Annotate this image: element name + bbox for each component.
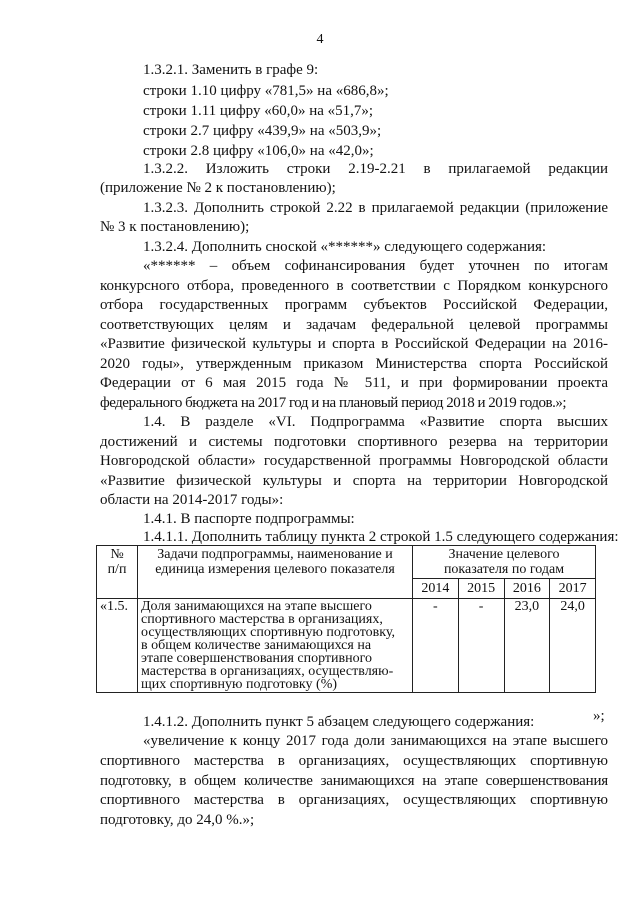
text-line: 1.4.1. В паспорте подпрограммы: bbox=[143, 511, 355, 527]
text-line: 2020 годы», утвержденным приказом Министерства спорта Российской bbox=[100, 356, 608, 372]
row-value: - bbox=[458, 599, 504, 693]
text-line: «****** – объем софинансирования будет уточнен по итогам bbox=[143, 258, 608, 274]
text-line: области на 2014-2017 годы»: bbox=[100, 492, 284, 508]
text-line: 1.4. В разделе «VI. Подпрограмма «Развитие спорта высших bbox=[143, 414, 608, 430]
text-line: подготовку, в общем количестве занимающихся на этапе совершенствования bbox=[100, 773, 608, 789]
year-header: 2016 bbox=[504, 579, 550, 599]
text-line: достижений и системы подготовки спортивного резерва на территории bbox=[100, 434, 608, 450]
col-header-values: Значение целевого показателя по годам bbox=[413, 546, 596, 579]
row-task: Доля занимающихся на этапе высшего спортивного мастерства в организациях, осуществляющих спортивную подготовку, в общем количестве занимающихся на этапе совершенствования спортивного мастерства в организациях, осуществляю- щих спортивную подготовку (%) bbox=[138, 599, 413, 693]
text-line: Новгородской области» государственной программы Новгородской области bbox=[100, 453, 608, 469]
text-line: 1.4.1.1. Дополнить таблицу пункта 2 строкой 1.5 следующего содержания: bbox=[143, 529, 619, 545]
text-line: строки 2.8 цифру «106,0» на «42,0»; bbox=[143, 143, 374, 159]
row-value: - bbox=[413, 599, 459, 693]
text-line: «Развитие физической культуры и спорта в Российской Федерации на 2016- bbox=[100, 336, 608, 352]
col-header-task: Задачи подпрограммы, наименование и единица измерения целевого показателя bbox=[138, 546, 413, 599]
table-closing-quote: »; bbox=[593, 708, 605, 724]
text-line: 1.3.2.2. Изложить строки 2.19-2.21 в прилагаемой редакции bbox=[143, 161, 608, 177]
text-line: строки 1.11 цифру «60,0» на «51,7»; bbox=[143, 103, 374, 119]
text-line: спортивного мастерства в организациях, осуществляющих спортивную bbox=[100, 753, 608, 769]
page-number: 4 bbox=[316, 32, 324, 47]
col-header-number: № п/п bbox=[97, 546, 138, 599]
indicator-table bbox=[96, 545, 596, 693]
row-value: 24,0 bbox=[550, 599, 596, 693]
text-line: спортивного мастерства в организациях, осуществляющих спортивную bbox=[100, 792, 608, 808]
year-header: 2014 bbox=[413, 579, 459, 599]
text-line: «увеличение к концу 2017 года доли занимающихся на этапе высшего bbox=[143, 733, 608, 749]
text-line: строки 2.7 цифру «439,9» на «503,9»; bbox=[143, 123, 382, 139]
text-line: федерального бюджета на 2017 год и на плановый период 2018 и 2019 годов.»; bbox=[100, 395, 566, 411]
table-row bbox=[97, 599, 596, 693]
row-number: «1.5. bbox=[97, 599, 138, 693]
text-line: 1.4.1.2. Дополнить пункт 5 абзацем следующего содержания: bbox=[143, 714, 535, 730]
text-line: Федерации от 6 мая 2015 года № 511, и при формировании проекта bbox=[100, 375, 608, 391]
year-header: 2017 bbox=[550, 579, 596, 599]
text-line: строки 1.10 цифру «781,5» на «686,8»; bbox=[143, 83, 389, 99]
text-line: (приложение № 2 к постановлению); bbox=[100, 180, 336, 196]
text-line: 1.3.2.3. Дополнить строкой 2.22 в прилагаемой редакции (приложение bbox=[143, 200, 608, 216]
text-line: конкурсного отбора, проведенного в соответствии с Порядком конкурсного bbox=[100, 278, 608, 294]
text-line: отбора государственных программ субъектов Российской Федерации, bbox=[100, 297, 608, 313]
text-line: «Развитие физической культуры и спорта на территории Новгородской bbox=[100, 473, 608, 489]
text-line: соответствующих целям и задачам федеральной целевой программы bbox=[100, 317, 608, 333]
text-line: № 3 к постановлению); bbox=[100, 219, 250, 235]
text-line: подготовку, до 24,0 %.»; bbox=[100, 812, 255, 828]
text-line: 1.3.2.1. Заменить в графе 9: bbox=[143, 62, 319, 78]
row-value: 23,0 bbox=[504, 599, 550, 693]
text-line: 1.3.2.4. Дополнить сноской «******» следующего содержания: bbox=[143, 239, 547, 255]
year-header: 2015 bbox=[458, 579, 504, 599]
